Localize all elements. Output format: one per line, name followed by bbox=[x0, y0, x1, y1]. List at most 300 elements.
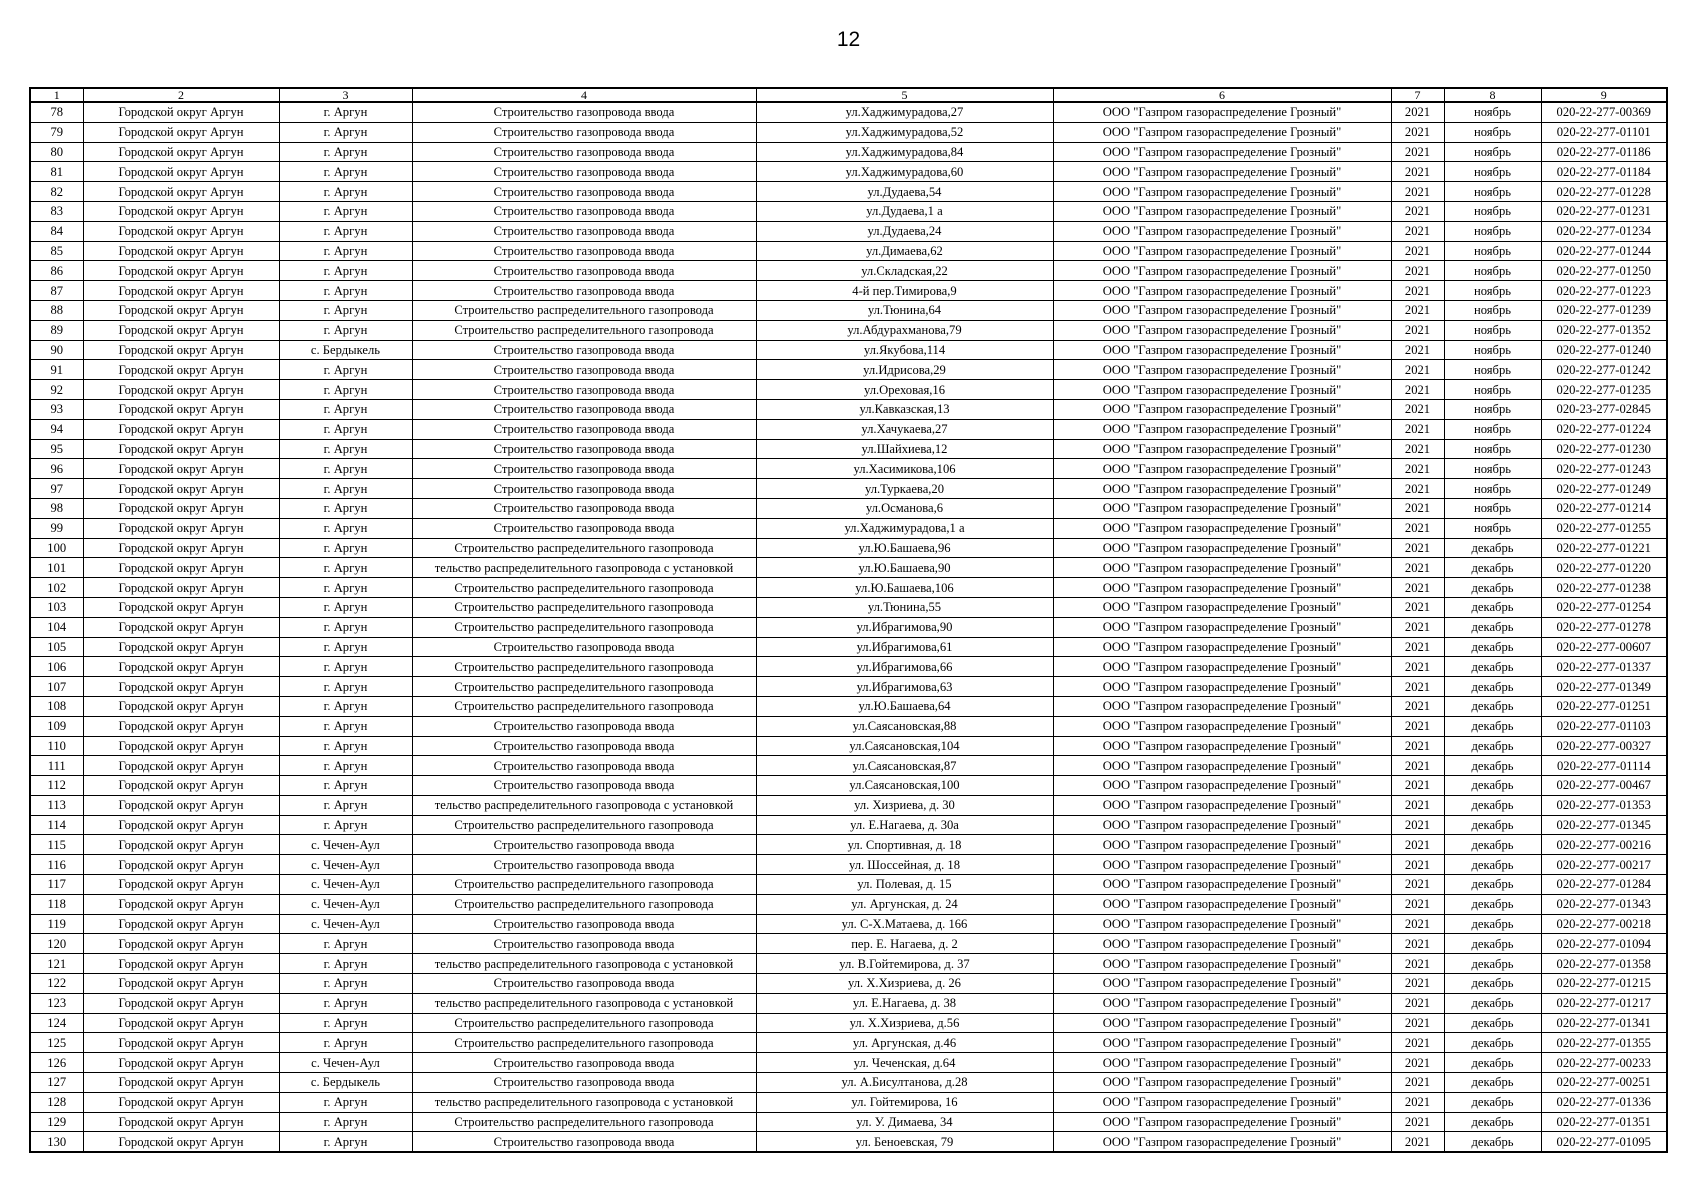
work-type-cell: Строительство газопровода ввода bbox=[412, 439, 756, 459]
year-cell: 2021 bbox=[1391, 835, 1444, 855]
work-type-cell: Строительство газопровода ввода bbox=[412, 974, 756, 994]
year-cell: 2021 bbox=[1391, 657, 1444, 677]
registry-number-cell: 020-22-277-01215 bbox=[1541, 974, 1667, 994]
organization-cell: ООО "Газпром газораспределение Грозный" bbox=[1053, 934, 1391, 954]
row-number-cell: 79 bbox=[30, 122, 83, 142]
organization-cell: ООО "Газпром газораспределение Грозный" bbox=[1053, 993, 1391, 1013]
month-cell: декабрь bbox=[1444, 1092, 1541, 1112]
district-cell: Городской округ Аргун bbox=[83, 360, 279, 380]
work-type-cell: Строительство газопровода ввода bbox=[412, 855, 756, 875]
table-row bbox=[30, 736, 1667, 756]
address-cell: ул.Туркаева,20 bbox=[756, 479, 1053, 499]
registry-number-cell: 020-22-277-01353 bbox=[1541, 795, 1667, 815]
district-cell: Городской округ Аргун bbox=[83, 479, 279, 499]
table-row bbox=[30, 479, 1667, 499]
registry-number-cell: 020-22-277-00217 bbox=[1541, 855, 1667, 875]
row-number-cell: 99 bbox=[30, 518, 83, 538]
table-row bbox=[30, 657, 1667, 677]
address-cell: ул.Кавказская,13 bbox=[756, 399, 1053, 419]
registry-number-cell: 020-22-277-01214 bbox=[1541, 498, 1667, 518]
work-type-cell: Строительство распределительного газопровода bbox=[412, 875, 756, 895]
month-cell: ноябрь bbox=[1444, 380, 1541, 400]
settlement-cell: г. Аргун bbox=[279, 597, 412, 617]
row-number-cell: 114 bbox=[30, 815, 83, 835]
address-cell: ул.Ибрагимова,66 bbox=[756, 657, 1053, 677]
district-cell: Городской округ Аргун bbox=[83, 815, 279, 835]
settlement-cell: с. Чечен-Аул bbox=[279, 835, 412, 855]
settlement-cell: г. Аргун bbox=[279, 1132, 412, 1152]
work-type-cell: Строительство распределительного газопровода bbox=[412, 1013, 756, 1033]
work-type-cell: Строительство газопровода ввода bbox=[412, 934, 756, 954]
work-type-cell: Строительство распределительного газопровода bbox=[412, 815, 756, 835]
month-cell: декабрь bbox=[1444, 1132, 1541, 1152]
work-type-cell: Строительство распределительного газопровода bbox=[412, 1112, 756, 1132]
work-type-cell: Строительство газопровода ввода bbox=[412, 498, 756, 518]
year-cell: 2021 bbox=[1391, 300, 1444, 320]
row-number-cell: 102 bbox=[30, 578, 83, 598]
row-number-cell: 87 bbox=[30, 281, 83, 301]
organization-cell: ООО "Газпром газораспределение Грозный" bbox=[1053, 1013, 1391, 1033]
registry-number-cell: 020-22-277-01242 bbox=[1541, 360, 1667, 380]
row-number-cell: 92 bbox=[30, 380, 83, 400]
registry-number-cell: 020-22-277-01239 bbox=[1541, 300, 1667, 320]
month-cell: ноябрь bbox=[1444, 518, 1541, 538]
table-row bbox=[30, 993, 1667, 1013]
row-number-cell: 101 bbox=[30, 558, 83, 578]
address-cell: ул.Дудаева,1 а bbox=[756, 201, 1053, 221]
organization-cell: ООО "Газпром газораспределение Грозный" bbox=[1053, 538, 1391, 558]
table-row bbox=[30, 1013, 1667, 1033]
registry-number-cell: 020-22-277-01223 bbox=[1541, 281, 1667, 301]
work-type-cell: Строительство газопровода ввода bbox=[412, 914, 756, 934]
table-row bbox=[30, 241, 1667, 261]
address-cell: ул.Хаджимурадова,1 а bbox=[756, 518, 1053, 538]
settlement-cell: г. Аргун bbox=[279, 934, 412, 954]
district-cell: Городской округ Аргун bbox=[83, 201, 279, 221]
month-cell: ноябрь bbox=[1444, 300, 1541, 320]
year-cell: 2021 bbox=[1391, 578, 1444, 598]
registry-number-cell: 020-22-277-01095 bbox=[1541, 1132, 1667, 1152]
settlement-cell: г. Аргун bbox=[279, 795, 412, 815]
year-cell: 2021 bbox=[1391, 736, 1444, 756]
work-type-cell: тельство распределительного газопровода с установкой bbox=[412, 795, 756, 815]
work-type-cell: Строительство распределительного газопровода bbox=[412, 617, 756, 637]
address-cell: ул. Х.Хизриева, д. 26 bbox=[756, 974, 1053, 994]
year-cell: 2021 bbox=[1391, 597, 1444, 617]
organization-cell: ООО "Газпром газораспределение Грозный" bbox=[1053, 558, 1391, 578]
settlement-cell: г. Аргун bbox=[279, 617, 412, 637]
district-cell: Городской округ Аргун bbox=[83, 894, 279, 914]
row-number-cell: 123 bbox=[30, 993, 83, 1013]
registry-number-cell: 020-22-277-01101 bbox=[1541, 122, 1667, 142]
work-type-cell: Строительство распределительного газопровода bbox=[412, 696, 756, 716]
row-number-cell: 96 bbox=[30, 459, 83, 479]
settlement-cell: г. Аргун bbox=[279, 142, 412, 162]
district-cell: Городской округ Аргун bbox=[83, 399, 279, 419]
address-cell: ул.Шайхиева,12 bbox=[756, 439, 1053, 459]
year-cell: 2021 bbox=[1391, 558, 1444, 578]
address-cell: ул.Ибрагимова,61 bbox=[756, 637, 1053, 657]
year-cell: 2021 bbox=[1391, 479, 1444, 499]
year-cell: 2021 bbox=[1391, 974, 1444, 994]
address-cell: ул.Саясановская,88 bbox=[756, 716, 1053, 736]
row-number-cell: 90 bbox=[30, 340, 83, 360]
month-cell: ноябрь bbox=[1444, 182, 1541, 202]
registry-number-cell: 020-22-277-00369 bbox=[1541, 102, 1667, 122]
district-cell: Городской округ Аргун bbox=[83, 776, 279, 796]
district-cell: Городской округ Аргун bbox=[83, 1073, 279, 1093]
row-number-cell: 109 bbox=[30, 716, 83, 736]
table-row bbox=[30, 677, 1667, 697]
district-cell: Городской округ Аргун bbox=[83, 578, 279, 598]
address-cell: ул.Тюнина,55 bbox=[756, 597, 1053, 617]
organization-cell: ООО "Газпром газораспределение Грозный" bbox=[1053, 459, 1391, 479]
table-row bbox=[30, 1073, 1667, 1093]
table-row bbox=[30, 875, 1667, 895]
row-number-cell: 127 bbox=[30, 1073, 83, 1093]
year-cell: 2021 bbox=[1391, 162, 1444, 182]
address-cell: ул.Ю.Башаева,106 bbox=[756, 578, 1053, 598]
organization-cell: ООО "Газпром газораспределение Грозный" bbox=[1053, 340, 1391, 360]
registry-number-cell: 020-22-277-00467 bbox=[1541, 776, 1667, 796]
work-type-cell: Строительство газопровода ввода bbox=[412, 340, 756, 360]
settlement-cell: г. Аргун bbox=[279, 993, 412, 1013]
year-cell: 2021 bbox=[1391, 1033, 1444, 1053]
organization-cell: ООО "Газпром газораспределение Грозный" bbox=[1053, 815, 1391, 835]
table-row bbox=[30, 182, 1667, 202]
column-number: 7 bbox=[1391, 88, 1444, 102]
organization-cell: ООО "Газпром газораспределение Грозный" bbox=[1053, 221, 1391, 241]
table-body bbox=[30, 88, 1667, 1152]
registry-number-cell: 020-22-277-00218 bbox=[1541, 914, 1667, 934]
month-cell: декабрь bbox=[1444, 894, 1541, 914]
address-cell: ул. Шоссейная, д. 18 bbox=[756, 855, 1053, 875]
settlement-cell: г. Аргун bbox=[279, 479, 412, 499]
table-row bbox=[30, 835, 1667, 855]
row-number-cell: 88 bbox=[30, 300, 83, 320]
year-cell: 2021 bbox=[1391, 320, 1444, 340]
district-cell: Городской округ Аргун bbox=[83, 102, 279, 122]
year-cell: 2021 bbox=[1391, 1132, 1444, 1152]
column-number: 5 bbox=[756, 88, 1053, 102]
row-number-cell: 83 bbox=[30, 201, 83, 221]
month-cell: декабрь bbox=[1444, 538, 1541, 558]
registry-number-cell: 020-22-277-01234 bbox=[1541, 221, 1667, 241]
organization-cell: ООО "Газпром газораспределение Грозный" bbox=[1053, 1112, 1391, 1132]
settlement-cell: г. Аргун bbox=[279, 300, 412, 320]
settlement-cell: г. Аргун bbox=[279, 637, 412, 657]
registry-number-cell: 020-22-277-00251 bbox=[1541, 1073, 1667, 1093]
registry-number-cell: 020-22-277-00607 bbox=[1541, 637, 1667, 657]
year-cell: 2021 bbox=[1391, 419, 1444, 439]
registry-number-cell: 020-22-277-01345 bbox=[1541, 815, 1667, 835]
year-cell: 2021 bbox=[1391, 241, 1444, 261]
year-cell: 2021 bbox=[1391, 182, 1444, 202]
month-cell: декабрь bbox=[1444, 657, 1541, 677]
organization-cell: ООО "Газпром газораспределение Грозный" bbox=[1053, 1053, 1391, 1073]
district-cell: Городской округ Аргун bbox=[83, 1013, 279, 1033]
table-row bbox=[30, 380, 1667, 400]
registry-number-cell: 020-22-277-01244 bbox=[1541, 241, 1667, 261]
district-cell: Городской округ Аргун bbox=[83, 1132, 279, 1152]
address-cell: пер. Е. Нагаева, д. 2 bbox=[756, 934, 1053, 954]
work-type-cell: Строительство газопровода ввода bbox=[412, 1132, 756, 1152]
address-cell: ул. У. Димаева, 34 bbox=[756, 1112, 1053, 1132]
organization-cell: ООО "Газпром газораспределение Грозный" bbox=[1053, 122, 1391, 142]
organization-cell: ООО "Газпром газораспределение Грозный" bbox=[1053, 954, 1391, 974]
address-cell: ул.Саясановская,104 bbox=[756, 736, 1053, 756]
registry-number-cell: 020-23-277-02845 bbox=[1541, 399, 1667, 419]
table-row bbox=[30, 538, 1667, 558]
district-cell: Городской округ Аргун bbox=[83, 1092, 279, 1112]
organization-cell: ООО "Газпром газораспределение Грозный" bbox=[1053, 578, 1391, 598]
organization-cell: ООО "Газпром газораспределение Грозный" bbox=[1053, 696, 1391, 716]
settlement-cell: г. Аргун bbox=[279, 399, 412, 419]
month-cell: декабрь bbox=[1444, 855, 1541, 875]
row-number-cell: 115 bbox=[30, 835, 83, 855]
month-cell: ноябрь bbox=[1444, 201, 1541, 221]
work-type-cell: Строительство распределительного газопровода bbox=[412, 578, 756, 598]
address-cell: ул. Хизриева, д. 30 bbox=[756, 795, 1053, 815]
settlement-cell: г. Аргун bbox=[279, 122, 412, 142]
organization-cell: ООО "Газпром газораспределение Грозный" bbox=[1053, 182, 1391, 202]
settlement-cell: г. Аргун bbox=[279, 776, 412, 796]
work-type-cell: Строительство газопровода ввода bbox=[412, 1073, 756, 1093]
year-cell: 2021 bbox=[1391, 637, 1444, 657]
column-number: 1 bbox=[30, 88, 83, 102]
row-number-cell: 125 bbox=[30, 1033, 83, 1053]
district-cell: Городской округ Аргун bbox=[83, 538, 279, 558]
month-cell: декабрь bbox=[1444, 1033, 1541, 1053]
address-cell: ул.Идрисова,29 bbox=[756, 360, 1053, 380]
district-cell: Городской округ Аргун bbox=[83, 419, 279, 439]
month-cell: декабрь bbox=[1444, 1073, 1541, 1093]
settlement-cell: с. Чечен-Аул bbox=[279, 894, 412, 914]
column-number: 2 bbox=[83, 88, 279, 102]
work-type-cell: Строительство распределительного газопровода bbox=[412, 320, 756, 340]
table-row bbox=[30, 597, 1667, 617]
month-cell: ноябрь bbox=[1444, 122, 1541, 142]
month-cell: декабрь bbox=[1444, 934, 1541, 954]
row-number-cell: 122 bbox=[30, 974, 83, 994]
district-cell: Городской округ Аргун bbox=[83, 340, 279, 360]
organization-cell: ООО "Газпром газораспределение Грозный" bbox=[1053, 914, 1391, 934]
settlement-cell: г. Аргун bbox=[279, 380, 412, 400]
organization-cell: ООО "Газпром газораспределение Грозный" bbox=[1053, 974, 1391, 994]
table-row bbox=[30, 696, 1667, 716]
district-cell: Городской округ Аргун bbox=[83, 855, 279, 875]
row-number-cell: 111 bbox=[30, 756, 83, 776]
registry-number-cell: 020-22-277-01184 bbox=[1541, 162, 1667, 182]
address-cell: ул.Хасимикова,106 bbox=[756, 459, 1053, 479]
district-cell: Городской округ Аргун bbox=[83, 795, 279, 815]
year-cell: 2021 bbox=[1391, 934, 1444, 954]
month-cell: декабрь bbox=[1444, 1013, 1541, 1033]
table-row bbox=[30, 419, 1667, 439]
settlement-cell: г. Аргун bbox=[279, 1112, 412, 1132]
month-cell: декабрь bbox=[1444, 954, 1541, 974]
address-cell: ул.Абдурахманова,79 bbox=[756, 320, 1053, 340]
address-cell: ул.Саясановская,87 bbox=[756, 756, 1053, 776]
table-row bbox=[30, 637, 1667, 657]
district-cell: Городской округ Аргун bbox=[83, 300, 279, 320]
district-cell: Городской округ Аргун bbox=[83, 162, 279, 182]
registry-number-cell: 020-22-277-01278 bbox=[1541, 617, 1667, 637]
registry-number-cell: 020-22-277-01243 bbox=[1541, 459, 1667, 479]
district-cell: Городской округ Аргун bbox=[83, 459, 279, 479]
organization-cell: ООО "Газпром газораспределение Грозный" bbox=[1053, 875, 1391, 895]
address-cell: ул. Полевая, д. 15 bbox=[756, 875, 1053, 895]
year-cell: 2021 bbox=[1391, 855, 1444, 875]
column-number: 6 bbox=[1053, 88, 1391, 102]
registry-number-cell: 020-22-277-01231 bbox=[1541, 201, 1667, 221]
address-cell: ул.Ю.Башаева,64 bbox=[756, 696, 1053, 716]
organization-cell: ООО "Газпром газораспределение Грозный" bbox=[1053, 716, 1391, 736]
settlement-cell: г. Аргун bbox=[279, 419, 412, 439]
registry-number-cell: 020-22-277-01240 bbox=[1541, 340, 1667, 360]
table-row bbox=[30, 617, 1667, 637]
table-row bbox=[30, 914, 1667, 934]
row-number-cell: 91 bbox=[30, 360, 83, 380]
registry-number-cell: 020-22-277-01341 bbox=[1541, 1013, 1667, 1033]
work-type-cell: Строительство газопровода ввода bbox=[412, 261, 756, 281]
column-number: 4 bbox=[412, 88, 756, 102]
table-row bbox=[30, 360, 1667, 380]
district-cell: Городской округ Аргун bbox=[83, 617, 279, 637]
settlement-cell: г. Аргун bbox=[279, 578, 412, 598]
address-cell: ул.Якубова,114 bbox=[756, 340, 1053, 360]
organization-cell: ООО "Газпром газораспределение Грозный" bbox=[1053, 736, 1391, 756]
organization-cell: ООО "Газпром газораспределение Грозный" bbox=[1053, 1033, 1391, 1053]
work-type-cell: Строительство газопровода ввода bbox=[412, 518, 756, 538]
registry-number-cell: 020-22-277-01336 bbox=[1541, 1092, 1667, 1112]
month-cell: ноябрь bbox=[1444, 399, 1541, 419]
month-cell: декабрь bbox=[1444, 1112, 1541, 1132]
district-cell: Городской округ Аргун bbox=[83, 439, 279, 459]
table-row bbox=[30, 221, 1667, 241]
month-cell: декабрь bbox=[1444, 1053, 1541, 1073]
year-cell: 2021 bbox=[1391, 142, 1444, 162]
row-number-cell: 120 bbox=[30, 934, 83, 954]
organization-cell: ООО "Газпром газораспределение Грозный" bbox=[1053, 1073, 1391, 1093]
address-cell: ул.Ибрагимова,90 bbox=[756, 617, 1053, 637]
row-number-cell: 103 bbox=[30, 597, 83, 617]
year-cell: 2021 bbox=[1391, 360, 1444, 380]
month-cell: ноябрь bbox=[1444, 320, 1541, 340]
work-type-cell: Строительство газопровода ввода bbox=[412, 241, 756, 261]
month-cell: декабрь bbox=[1444, 696, 1541, 716]
row-number-cell: 84 bbox=[30, 221, 83, 241]
table-row bbox=[30, 122, 1667, 142]
settlement-cell: г. Аргун bbox=[279, 677, 412, 697]
month-cell: декабрь bbox=[1444, 558, 1541, 578]
work-type-cell: Строительство распределительного газопровода bbox=[412, 1033, 756, 1053]
table-row bbox=[30, 1132, 1667, 1152]
address-cell: ул.Хаджимурадова,52 bbox=[756, 122, 1053, 142]
registry-number-cell: 020-22-277-01355 bbox=[1541, 1033, 1667, 1053]
year-cell: 2021 bbox=[1391, 875, 1444, 895]
settlement-cell: г. Аргун bbox=[279, 1033, 412, 1053]
address-cell: ул.Дудаева,54 bbox=[756, 182, 1053, 202]
row-number-cell: 97 bbox=[30, 479, 83, 499]
organization-cell: ООО "Газпром газораспределение Грозный" bbox=[1053, 894, 1391, 914]
year-cell: 2021 bbox=[1391, 914, 1444, 934]
row-number-cell: 93 bbox=[30, 399, 83, 419]
registry-number-cell: 020-22-277-01094 bbox=[1541, 934, 1667, 954]
district-cell: Городской округ Аргун bbox=[83, 736, 279, 756]
organization-cell: ООО "Газпром газораспределение Грозный" bbox=[1053, 281, 1391, 301]
year-cell: 2021 bbox=[1391, 696, 1444, 716]
registry-number-cell: 020-22-277-01224 bbox=[1541, 419, 1667, 439]
year-cell: 2021 bbox=[1391, 1073, 1444, 1093]
table-row bbox=[30, 498, 1667, 518]
row-number-cell: 85 bbox=[30, 241, 83, 261]
year-cell: 2021 bbox=[1391, 677, 1444, 697]
year-cell: 2021 bbox=[1391, 993, 1444, 1013]
district-cell: Городской округ Аргун bbox=[83, 122, 279, 142]
organization-cell: ООО "Газпром газораспределение Грозный" bbox=[1053, 1092, 1391, 1112]
registry-number-cell: 020-22-277-01255 bbox=[1541, 518, 1667, 538]
row-number-cell: 126 bbox=[30, 1053, 83, 1073]
month-cell: ноябрь bbox=[1444, 241, 1541, 261]
work-type-cell: Строительство газопровода ввода bbox=[412, 201, 756, 221]
work-type-cell: Строительство распределительного газопровода bbox=[412, 894, 756, 914]
table-row bbox=[30, 518, 1667, 538]
organization-cell: ООО "Газпром газораспределение Грозный" bbox=[1053, 102, 1391, 122]
district-cell: Городской округ Аргун bbox=[83, 637, 279, 657]
row-number-cell: 116 bbox=[30, 855, 83, 875]
month-cell: декабрь bbox=[1444, 597, 1541, 617]
month-cell: декабрь bbox=[1444, 795, 1541, 815]
month-cell: декабрь bbox=[1444, 756, 1541, 776]
work-type-cell: Строительство газопровода ввода bbox=[412, 122, 756, 142]
table-row bbox=[30, 162, 1667, 182]
district-cell: Городской округ Аргун bbox=[83, 320, 279, 340]
page-number: 12 bbox=[836, 28, 861, 51]
district-cell: Городской округ Аргун bbox=[83, 934, 279, 954]
month-cell: ноябрь bbox=[1444, 261, 1541, 281]
settlement-cell: г. Аргун bbox=[279, 696, 412, 716]
registry-number-cell: 020-22-277-01235 bbox=[1541, 380, 1667, 400]
district-cell: Городской округ Аргун bbox=[83, 756, 279, 776]
registry-number-cell: 020-22-277-00233 bbox=[1541, 1053, 1667, 1073]
year-cell: 2021 bbox=[1391, 380, 1444, 400]
address-cell: ул.Хаджимурадова,84 bbox=[756, 142, 1053, 162]
row-number-cell: 110 bbox=[30, 736, 83, 756]
settlement-cell: г. Аргун bbox=[279, 261, 412, 281]
address-cell: 4-й пер.Тимирова,9 bbox=[756, 281, 1053, 301]
year-cell: 2021 bbox=[1391, 201, 1444, 221]
year-cell: 2021 bbox=[1391, 1053, 1444, 1073]
year-cell: 2021 bbox=[1391, 122, 1444, 142]
work-type-cell: Строительство распределительного газопровода bbox=[412, 538, 756, 558]
column-number-row bbox=[30, 88, 1667, 102]
work-type-cell: Строительство распределительного газопровода bbox=[412, 677, 756, 697]
month-cell: декабрь bbox=[1444, 993, 1541, 1013]
row-number-cell: 86 bbox=[30, 261, 83, 281]
table-row bbox=[30, 281, 1667, 301]
settlement-cell: г. Аргун bbox=[279, 439, 412, 459]
table-row bbox=[30, 815, 1667, 835]
work-type-cell: Строительство газопровода ввода bbox=[412, 281, 756, 301]
address-cell: ул.Османова,6 bbox=[756, 498, 1053, 518]
district-cell: Городской округ Аргун bbox=[83, 597, 279, 617]
year-cell: 2021 bbox=[1391, 518, 1444, 538]
work-type-cell: Строительство газопровода ввода bbox=[412, 716, 756, 736]
address-cell: ул.Димаева,62 bbox=[756, 241, 1053, 261]
settlement-cell: г. Аргун bbox=[279, 1013, 412, 1033]
row-number-cell: 89 bbox=[30, 320, 83, 340]
